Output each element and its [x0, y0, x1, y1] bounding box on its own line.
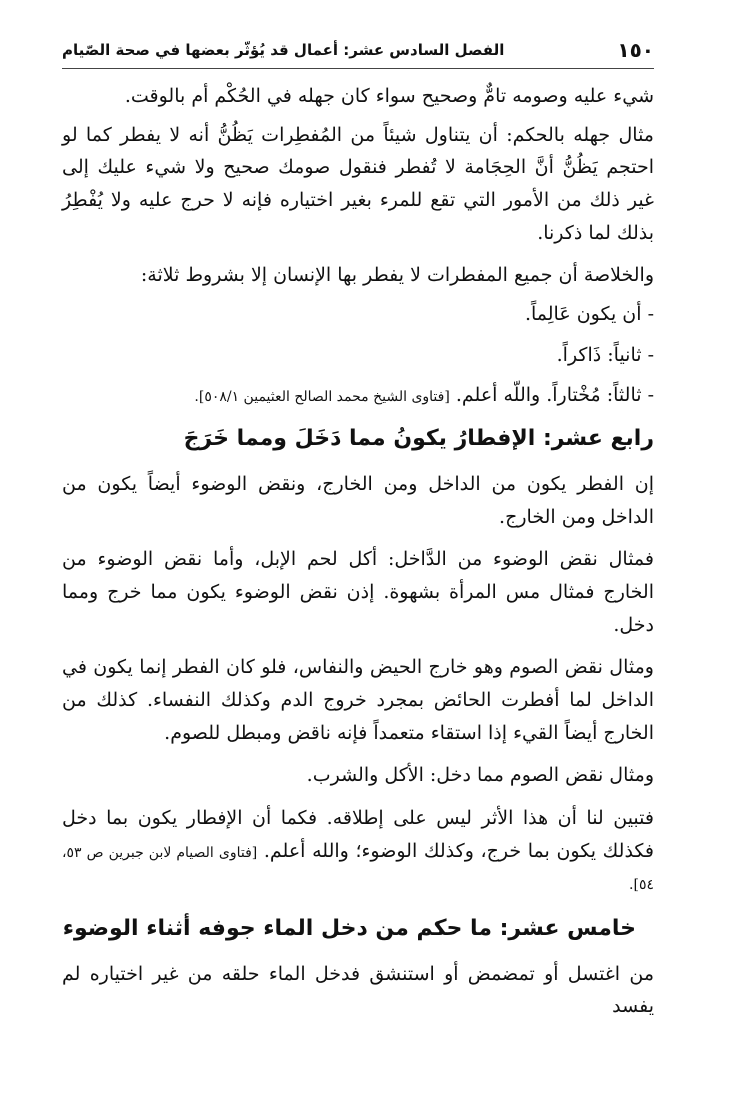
condition-choosing-text: - ثالثاً: مُخْتاراً. واللّه أعلم. [449, 384, 654, 407]
section-14-paragraph-1: إن الفطر يكون من الداخل ومن الخارج، ونقض الوضوء أيضاً يكون من الداخل ومن الخارج. [62, 472, 654, 528]
citation-uthaymin: [فتاوى الشيخ محمد الصالح العثيمين ٥٠٨/١]. [194, 389, 450, 406]
citation-ibn-jibrin: [فتاوى الصيام لابن جبرين ص ٥٣، ٥٤]. [62, 844, 654, 894]
section-14-paragraph-5-text: فتبين لنا أن هذا الأثر ليس على إطلاقه. فكما أن الإفطار يكون بما دخل فكذلك يكون بما خرج، وكذلك الوضوء؛ والله أعلم. [62, 806, 654, 862]
header-divider [62, 68, 654, 69]
paragraph-continuation: شيء عليه وصومه تامٌّ وصحيح سواء كان جهله في الحُكْم أم بالوقت. [124, 85, 654, 107]
chapter-title: الفصل السادس عشر: أعمال قد يُؤثّر بعضها في صحة الصّيام [62, 41, 505, 59]
paragraph-ignorance-example: مثال جهله بالحكم: أن يتناول شيئاً من المُفطِرات يَظُنُّ أنه لا يفطر كما لو احتجم يَظُنُّ أنَّ الحِجَامة لا تُفطر فنقول صومك صحيح ولا شيء عليك إلى غير ذلك من الأمور التي تقع للمرء بغير اختياره فإنه لا حرج عليه ولا يُفْطِرُ بذلك لما ذكرنا. [62, 123, 654, 244]
condition-remembering: - ثانياً: ذَاكراً. [556, 343, 654, 366]
condition-knowing: - أن يكون عَالِماً. [524, 303, 654, 326]
section-14-paragraph-4: ومثال نقض الصوم مما دخل: الأكل والشرب. [306, 764, 654, 787]
section-14-paragraph-3: ومثال نقض الصوم وهو خارج الحيض والنفاس، فلو كان الفطر إنما يكون في الداخل لما أفطرت الحائض بمجرد خروج الدم وكذلك النفساء. كذلك من الخارج أيضاً القيء إذا استقاء متعمداً فإنه ناقض ومبطل للصوم. [62, 656, 654, 744]
paragraph-summary: والخلاصة أن جميع المفطرات لا يفطر بها الإنسان إلا بشروط ثلاثة: [140, 264, 654, 287]
section-14-paragraph-5 [62, 802, 654, 900]
page-body [62, 80, 654, 1033]
running-header [62, 34, 654, 66]
condition-choosing [62, 379, 654, 412]
section-14-heading: رابع عشر: الإفطارُ يكونُ مما دَخَلَ ومما خَرَجَ [183, 426, 654, 452]
section-14-paragraph-2: فمثال نقض الوضوء من الدَّاخل: أكل لحم الإبل، وأما نقض الوضوء من الخارج فمثال مس المرأة بشهوة. إذن نقض الوضوء يكون مما خرج ومما دخل. [62, 548, 654, 636]
section-15-heading: خامس عشر: ما حكم من دخل الماء جوفه أثناء الوضوء [62, 915, 636, 941]
page-number: ١٥٠ [617, 38, 654, 62]
section-15-paragraph-1: من اغتسل أو تمضمض أو استنشق فدخل الماء حلقه من غير اختياره لم يفسد [62, 962, 654, 1018]
